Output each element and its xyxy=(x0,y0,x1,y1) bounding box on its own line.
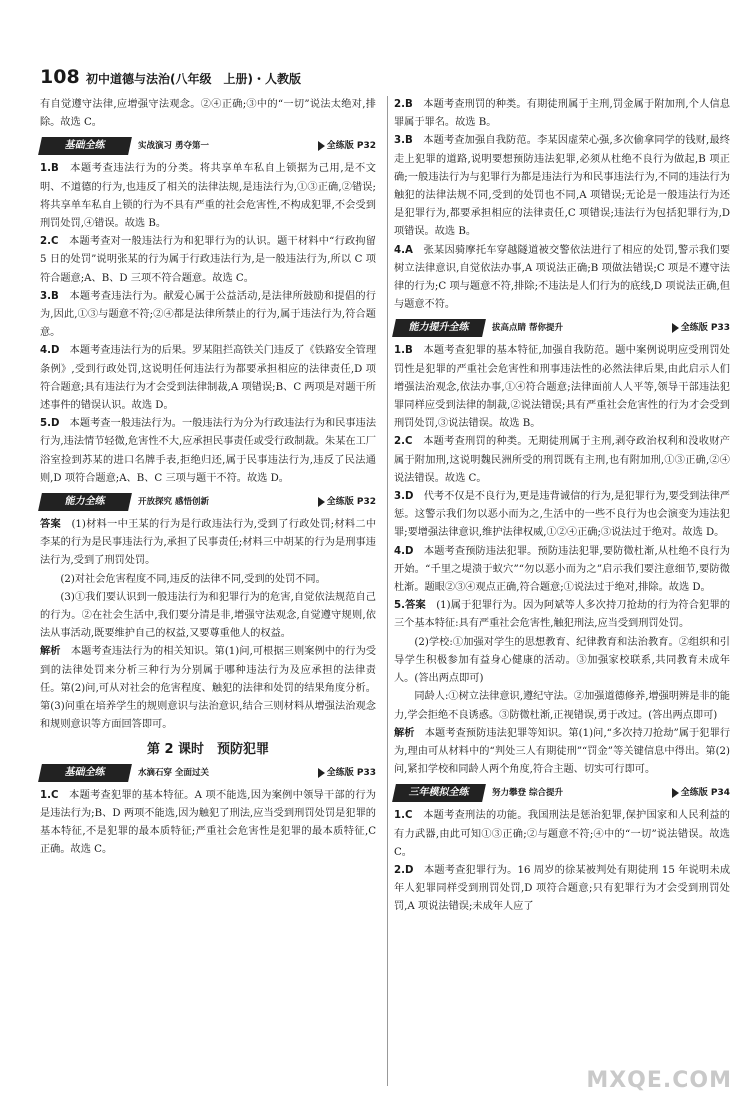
arrow-icon xyxy=(672,323,679,333)
column-divider xyxy=(387,96,388,1086)
band-tag: 能力全练 xyxy=(38,493,132,511)
band-subtitle: 水滴石穿 全面过关 xyxy=(138,767,209,778)
answer-item: 1.B 本题考查犯罪的基本特征,加强自我防范。题中案例说明应受刑罚处罚性是犯罪的严重社会危害性和刑事违法性的必然法律后果,由此启示人们增强法治观念,依法办事,①④符合题意;法律面前人人平等,领导干部违法犯罪同样应受到法律的制裁,②说法错误;具有严重社会危害性的行为才会受到刑罚处罚,③说法错误。故选 B。 xyxy=(394,345,730,430)
explanation: 解析 本题考查违法行为的相关知识。第(1)问,可根据三则案例中的行为受到的法律处罚来分析三种行为分别属于哪种违法行为及应承担的法律责任。第(2)问,可从对社会的危害程度、触犯的法律和处罚的结果角度分析。第(3)问重在培养学生的规则意识与法治意识,结合三则材料从增强法治观念和规则意识等方面回答即可。 xyxy=(40,646,377,731)
answer-item: 3.D 代考不仅是不良行为,更是违背诚信的行为,是犯罪行为,要受到法律严惩。这警示我们勿以恶小而为之,生活中的一些不良行为也会演变为违法犯罪;要增强法律意识,维护法律权威,①②④正确;③说法过于绝对。故选 D。 xyxy=(394,491,730,539)
band-tag: 基础全练 xyxy=(38,137,132,155)
band-tag: 能力提升全练 xyxy=(392,319,486,337)
intro-text: 有自觉遵守法律,应增强守法观念。②④正确;③中的“一切”说法太绝对,排除。故选 C。 xyxy=(40,99,376,129)
arrow-icon xyxy=(672,788,679,798)
answer-block: (2)学校:①加强对学生的思想教育、纪律教育和法治教育。②组织和引导学生积极参加有益身心健康的活动。③加强家校联系,共同教育未成年人。(答出两点即可) xyxy=(394,636,730,685)
answer-item: 5.D 本题考查一般违法行为。一般违法行为分为行政违法行为和民事违法行为,违法情节轻微,危害性不大,应承担民事责任或受行政制裁。朱某在工厂浴室捡到苏某的进口名牌手表,拒绝归还,属于民事违法行为,违反了民法通则,D 项符合题意;A、B、C 三项与题干不符。故选 D。 xyxy=(40,418,377,484)
arrow-icon xyxy=(318,768,325,778)
answer-block: 答案 (1)材料一中王某的行为是行政违法行为,受到了行政处罚;材料二中李某的行为是民事违法行为,承担了民事责任;材料三中胡某的行为是刑事违法行为,受到了刑罚处罚。 xyxy=(40,519,377,567)
band-reference: 全练版 P33 xyxy=(672,319,730,337)
answer-item: 2.D 本题考查犯罪行为。16 周岁的徐某被判处有期徒刑 15 年说明未成年人犯罪同样受到刑罚处罚,D 项符合题意;只有犯罪行为才会受到刑罚处罚,A 项说法错误;未成年人应了 xyxy=(394,864,731,913)
band-tag: 基础全练 xyxy=(38,764,132,782)
band-reference: 全练版 P33 xyxy=(318,764,376,782)
band-reference: 全练版 P34 xyxy=(672,784,730,802)
answer-item: 3.B 本题考查加强自我防范。李某因虚荣心强,多次偷拿同学的钱财,最终走上犯罪的道路,说明要想预防违法犯罪,必须从杜绝不良行为做起,B 项正确;一般违法行为与犯罪行为都是违法行为和民事违法行为,不同的违法行为触犯的法律法规不同,受到的处罚也不同,A 项错误;无论是一般违法行为还是犯罪行为,都要承担相应的法律责任,C 项错误;违法行为包括犯罪行为,D 项错误。故选 B。 xyxy=(394,135,730,238)
answer-item: 4.D 本题考查预防违法犯罪。预防违法犯罪,要防微杜渐,从杜绝不良行为开始。“千里之堤溃于蚁穴”“勿以恶小而为之”启示我们要注意细节,要防微杜渐。题眼②③④观点正确,符合题意;①说法过于绝对,排除。故选 D。 xyxy=(394,545,730,594)
band-reference: 全练版 P32 xyxy=(318,137,376,155)
lesson-title: 第 2 课时 预防犯罪 xyxy=(146,741,270,757)
explanation: 解析 本题考查预防违法犯罪等知识。第(1)问,“多次持刀抢劫”属于犯罪行为,理由可从材料中的“判处三人有期徒刑”“罚金”等关键信息中得出。第(2)问,紧扣学校和同龄人两个角度,符合主题、切实可行即可。 xyxy=(394,727,731,776)
answer-item: 4.D 本题考查违法行为的后果。罗某阻拦高铁关门违反了《铁路安全管理条例》,受到行政处罚,这说明任何违法行为都要承担相应的法律责任,D 项符合题意;具有违法行为才会受到法律制裁,A 项错误;B、C 两项是对题干所述事件的错误认识。故选 D。 xyxy=(40,345,377,412)
answer-block: (2)对社会危害程度不同,违反的法律不同,受到的处罚不同。 xyxy=(60,573,326,585)
section-band xyxy=(40,136,376,156)
answer-item: 3.B 本题考查违法行为。献爱心属于公益活动,是法律所鼓励和提倡的行为,因此,①③与题意不符;②④都是法律所禁止的行为,属于违法行为,符合题意。 xyxy=(40,290,376,339)
arrow-icon xyxy=(318,497,325,507)
answer-block: 同龄人:①树立法律意识,遵纪守法。②加强道德修养,增强明辨是非的能力,学会拒绝不良诱惑。③防微杜渐,正视错误,勇于改过。(答出两点即可) xyxy=(394,691,730,721)
answer-item: 2.C 本题考查对一般违法行为和犯罪行为的认识。题干材料中“行政拘留 5 日的处罚”说明张某的行为属于行政违法行为,是一般违法行为,所以 C 项符合题意;A、B、D 三项不符合题意。故选 C。 xyxy=(40,236,376,284)
answer-item: 1.B 本题考查违法行为的分类。将共享单车私自上锁据为己用,是不文明、不道德的行为,也违反了相关的法律法规,是违法行为,①③正确,②错误;将共享单车私自上锁的行为不具有严重的社会危害性,不构成犯罪,不会受到刑罚处罚,④错误。故选 B。 xyxy=(40,163,376,230)
arrow-icon xyxy=(318,141,325,151)
page-number: 108 xyxy=(40,66,80,88)
band-tag: 三年模拟全练 xyxy=(392,784,486,802)
watermark: MXQE.COM xyxy=(586,1068,732,1093)
band-subtitle: 拔高点睛 帮你提升 xyxy=(492,323,563,334)
band-reference: 全练版 P32 xyxy=(318,493,376,511)
right-column xyxy=(394,96,730,917)
book-title: 初中道德与法治(八年级 上册)・人教版 xyxy=(86,72,301,86)
section-band xyxy=(394,783,730,803)
answer-item: 5.答案 (1)属于犯罪行为。因为阿斌等人多次持刀抢劫的行为符合犯罪的三个基本特征:具有严重社会危害性,触犯刑法,应当受到刑罚处罚。 xyxy=(394,600,731,630)
section-band xyxy=(40,492,376,512)
band-subtitle: 开放探究 感悟创新 xyxy=(138,496,209,507)
section-band xyxy=(40,763,376,783)
band-subtitle: 努力攀登 综合提升 xyxy=(492,788,563,799)
answer-item: 2.B 本题考查刑罚的种类。有期徒刑属于主刑,罚金属于附加刑,个人信息罪属于罪名。故选 B。 xyxy=(394,99,730,129)
answer-item: 1.C 本题考查刑法的功能。我国刑法是惩治犯罪,保护国家和人民利益的有力武器,由此可知①③正确;②与题意不符;④中的“一切”说法错误。故选 C。 xyxy=(394,810,730,858)
answer-item: 1.C 本题考查犯罪的基本特征。A 项不能选,因为案例中领导干部的行为是违法行为;B、D 两项不能选,因为触犯了刑法,应当受到刑罚处罚是犯罪的基本特征,不是犯罪的最本质特征;严重社会危害性是犯罪的最本质特征,C 正确。故选 C。 xyxy=(40,789,376,856)
page-header xyxy=(40,64,720,92)
section-band xyxy=(394,318,730,338)
left-column xyxy=(40,96,376,860)
answer-block: (3)①我们要认识到一般违法行为和犯罪行为的危害,自觉依法规范自己的行为。②在社会生活中,我们要分清是非,增强守法观念,自觉遵守规则,依法从事活动,既要维护自己的权益,又要尊重他人的权益。 xyxy=(40,591,376,640)
band-subtitle: 实战演习 勇夺第一 xyxy=(138,141,209,152)
answer-item: 4.A 张某因骑摩托车穿越隧道被交警依法进行了相应的处罚,警示我们要树立法律意识,自觉依法办事,A 项说法正确;B 项做法错误;C 项是不遵守法律的行为;C 项与题意不符,排除;不违法是人们行为的底线,D 项说法正确,但与题意不符。 xyxy=(394,244,730,311)
answer-item: 2.C 本题考查刑罚的种类。无期徒刑属于主刑,剥夺政治权利和没收财产属于附加刑,这说明魏民洲所受的刑罚既有主刑,也有附加刑,①③正确,②④说法错误。故选 C。 xyxy=(394,436,730,484)
